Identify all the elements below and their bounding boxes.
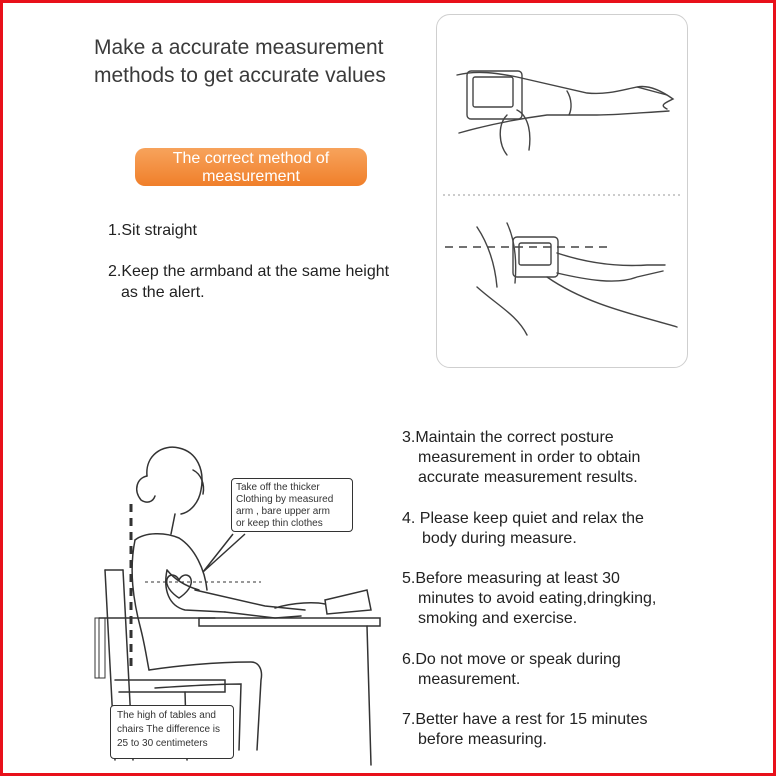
badge-line-1: The correct method of bbox=[172, 150, 330, 167]
clothing-callout bbox=[231, 478, 353, 532]
callout-line-3: arm , bare upper arm bbox=[236, 506, 330, 517]
note-line-1: The high of tables and bbox=[117, 710, 216, 721]
method-badge bbox=[135, 148, 367, 186]
step-6-line-2: measurement. bbox=[418, 671, 521, 688]
height-note bbox=[110, 705, 234, 759]
note-line-3: 25 to 30 centimeters bbox=[117, 738, 208, 749]
step-2-line-2: as the alert. bbox=[121, 284, 205, 301]
note-line-2: chairs The difference is bbox=[117, 724, 221, 735]
step-5-line-2: minutes to avoid eating,dringking, bbox=[418, 590, 657, 607]
armband-illustration bbox=[437, 15, 687, 367]
callout-line-1: Take off the thicker bbox=[236, 482, 320, 493]
step-4-line-2: body during measure. bbox=[422, 530, 577, 547]
title-line-2: methods to get accurate values bbox=[94, 64, 386, 87]
page-title bbox=[94, 34, 386, 90]
step-6-line-1: 6.Do not move or speak during bbox=[402, 651, 621, 668]
step-3-line-3: accurate measurement results. bbox=[418, 469, 638, 486]
step-1: 1.Sit straight bbox=[108, 222, 197, 239]
step-3-line-1: 3.Maintain the correct posture bbox=[402, 429, 614, 446]
step-7-line-1: 7.Better have a rest for 15 minutes bbox=[402, 711, 648, 728]
step-7-line-2: before measuring. bbox=[418, 731, 547, 748]
step-2-line-1: 2.Keep the armband at the same height bbox=[108, 263, 390, 280]
step-5-line-1: 5.Before measuring at least 30 bbox=[402, 570, 620, 587]
title-line-1: Make a accurate measurement bbox=[94, 36, 384, 59]
armband-illustration-card bbox=[436, 14, 688, 368]
badge-line-2: measurement bbox=[202, 168, 300, 185]
step-4-line-1: 4. Please keep quiet and relax the bbox=[402, 510, 644, 527]
step-5-line-3: smoking and exercise. bbox=[418, 610, 578, 627]
callout-line-4: or keep thin clothes bbox=[236, 518, 323, 529]
step-3-line-2: measurement in order to obtain bbox=[418, 449, 641, 466]
callout-line-2: Clothing by measured bbox=[236, 494, 334, 505]
